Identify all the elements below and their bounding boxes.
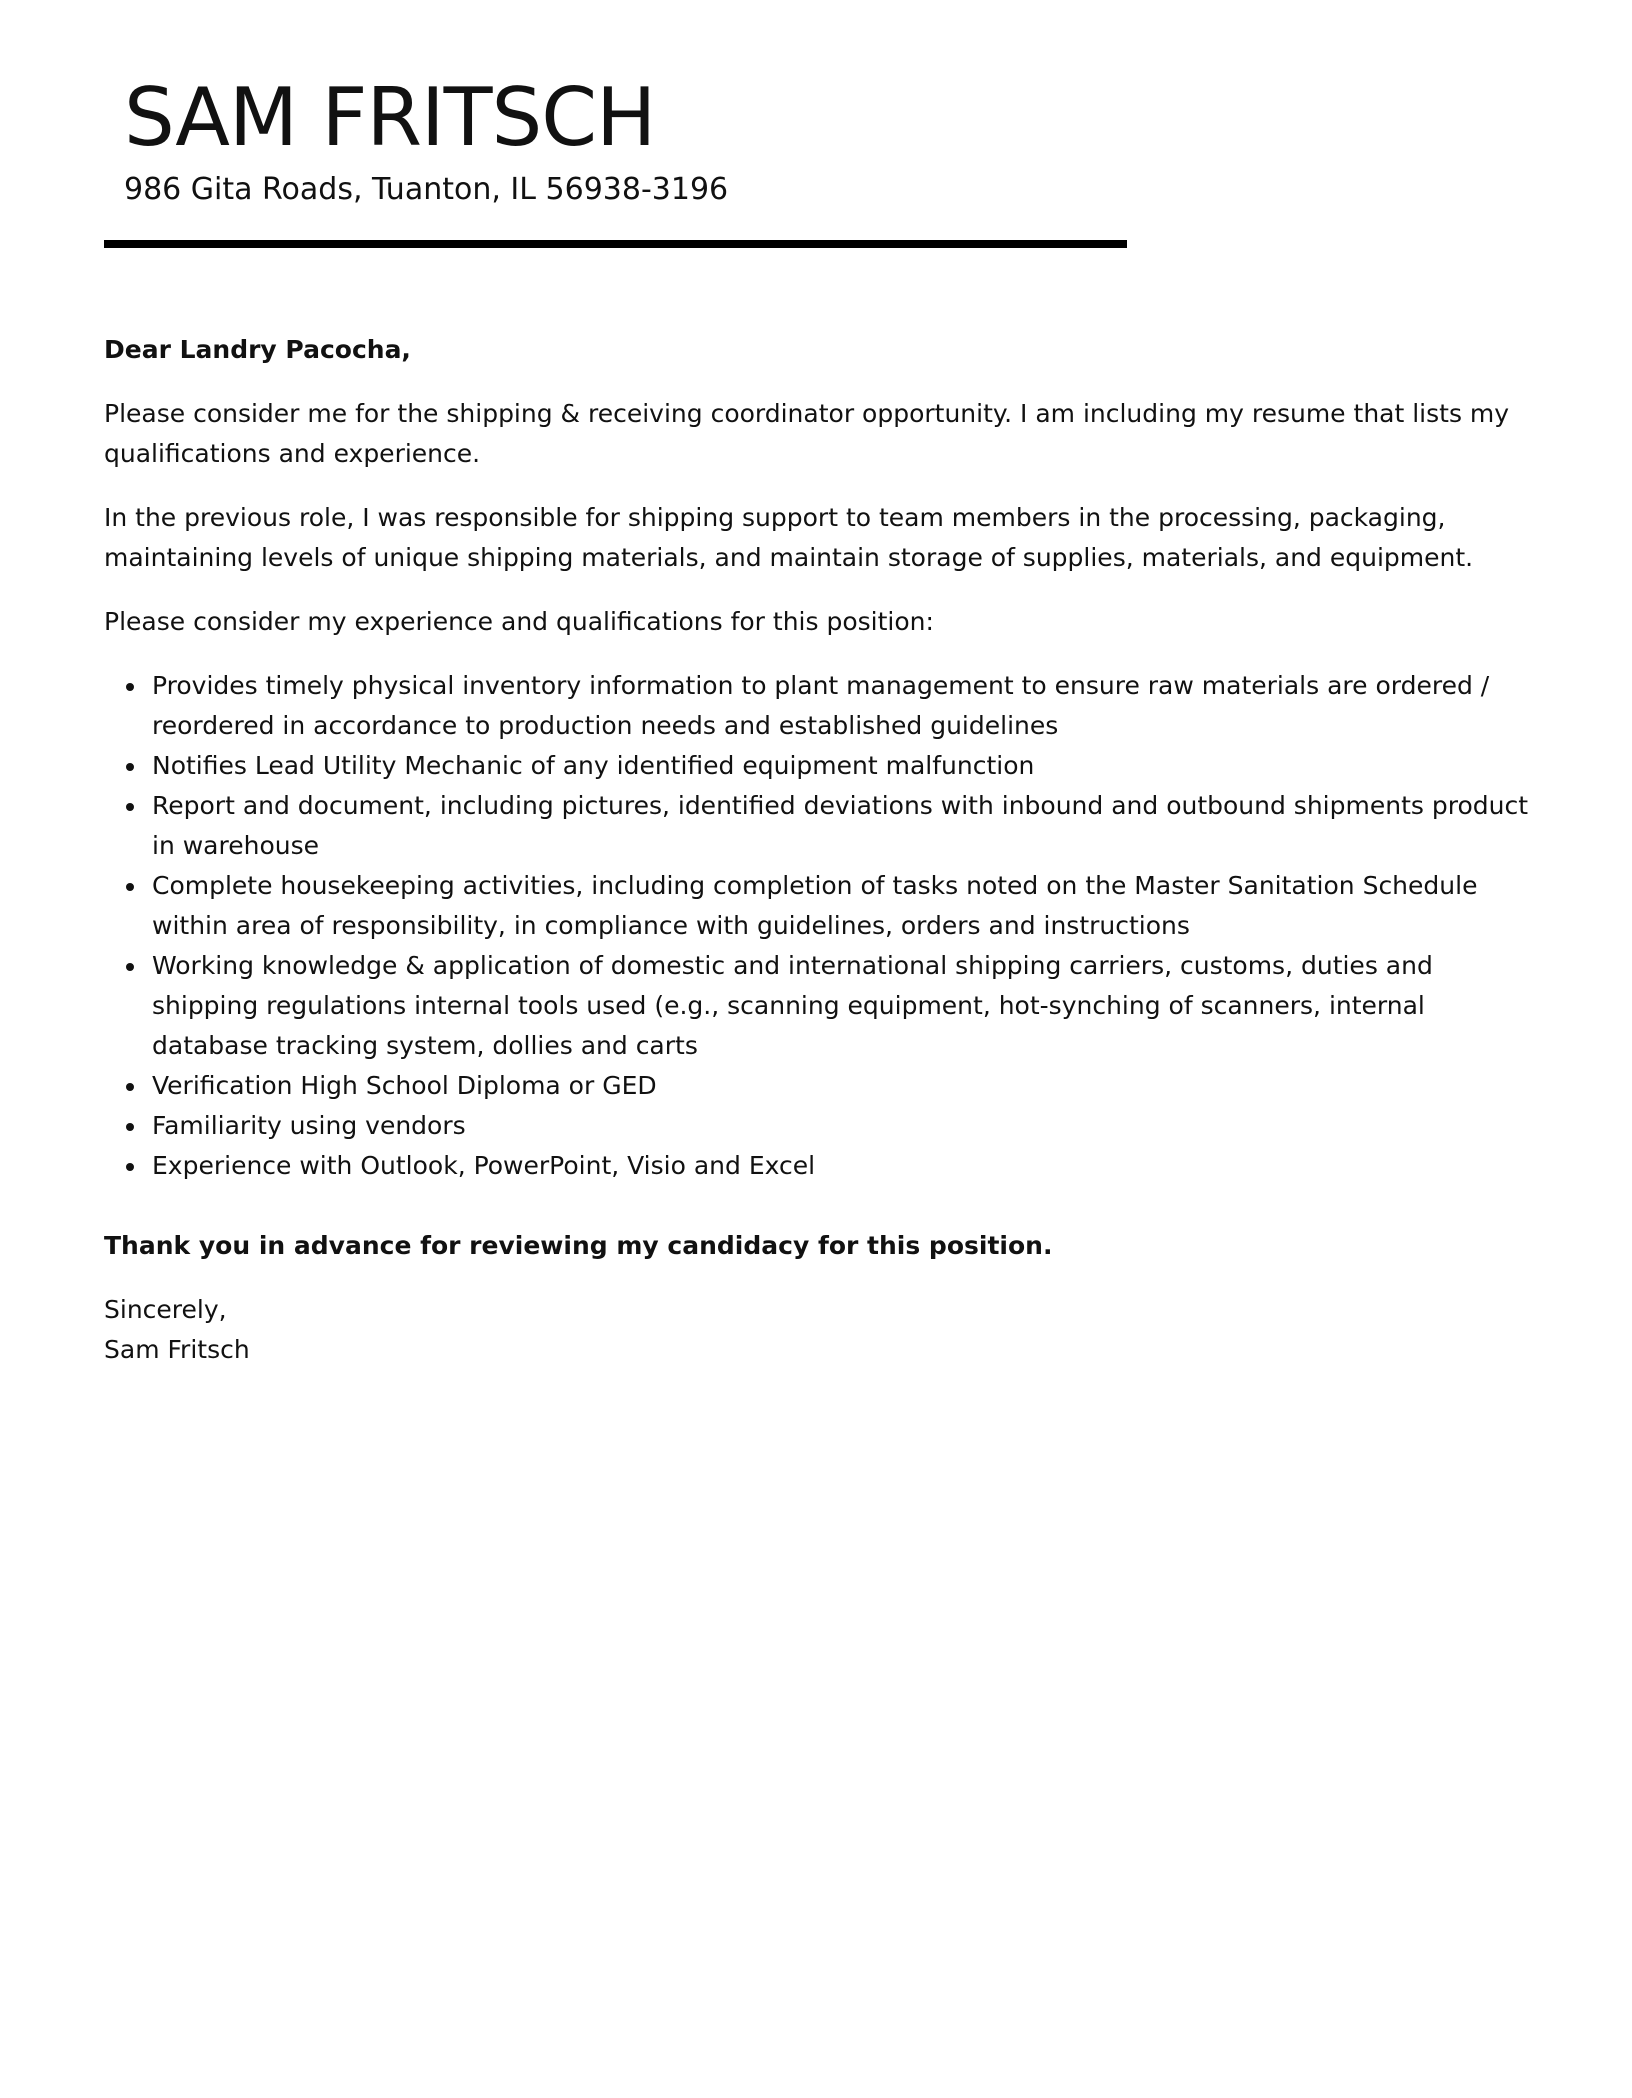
list-item: Provides timely physical inventory information to plant management to ensure raw materials are ordered / reordered in accordance to production needs and established guidelines bbox=[152, 666, 1544, 746]
list-item: Experience with Outlook, PowerPoint, Visio and Excel bbox=[152, 1146, 1544, 1186]
signature-name: Sam Fritsch bbox=[104, 1335, 250, 1364]
intro-paragraph: Please consider me for the shipping & receiving coordinator opportunity. I am including my resume that lists my qualifications and experience. bbox=[104, 399, 1510, 468]
closing-statement: Thank you in advance for reviewing my candidacy for this position. bbox=[104, 1231, 1053, 1260]
list-item: Verification High School Diploma or GED bbox=[152, 1066, 1544, 1106]
list-item: Report and document, including pictures, identified deviations with inbound and outbound shipments product in warehouse bbox=[152, 786, 1544, 866]
applicant-name: SAM FRITSCH bbox=[124, 71, 656, 164]
signoff-block bbox=[104, 1290, 1544, 1370]
list-item: Notifies Lead Utility Mechanic of any identified equipment malfunction bbox=[152, 746, 1544, 786]
header-divider bbox=[104, 240, 1127, 248]
letter-body bbox=[104, 330, 1544, 1394]
qualifications-list bbox=[104, 666, 1544, 1186]
salutation: Dear Landry Pacocha, bbox=[104, 335, 411, 364]
list-item: Familiarity using vendors bbox=[152, 1106, 1544, 1146]
list-item: Complete housekeeping activities, including completion of tasks noted on the Master Sanitation Schedule within area of responsibility, in compliance with guidelines, orders and instructions bbox=[152, 866, 1544, 946]
qualifications-lead-in: Please consider my experience and qualifications for this position: bbox=[104, 607, 934, 636]
experience-paragraph: In the previous role, I was responsible for shipping support to team members in the processing, packaging, maintaining levels of unique shipping materials, and maintain storage of supplies, materials, and equipment. bbox=[104, 503, 1474, 572]
applicant-address: 986 Gita Roads, Tuanton, IL 56938-3196 bbox=[124, 172, 729, 207]
signoff: Sincerely, bbox=[104, 1295, 227, 1324]
list-item: Working knowledge & application of domestic and international shipping carriers, customs, duties and shipping regulations internal tools used (e.g., scanning equipment, hot-synching of scanners, internal database tracking system, dollies and carts bbox=[152, 946, 1544, 1066]
